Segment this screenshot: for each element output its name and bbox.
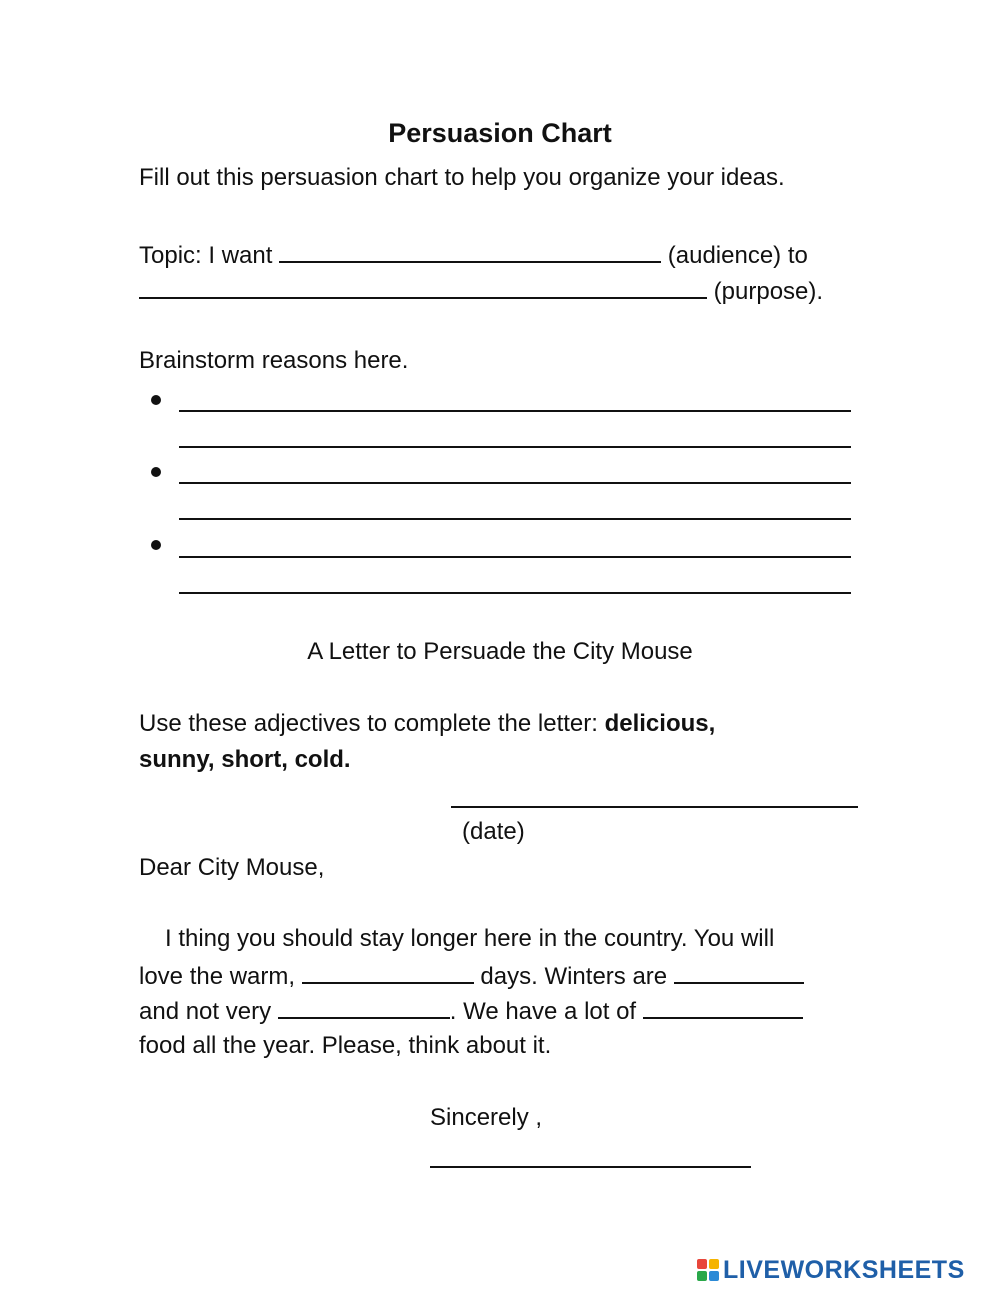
adjectives-bold-2: sunny, short, cold. [139, 746, 351, 773]
letter-heading: A Letter to Persuade the City Mouse [307, 638, 693, 665]
body-line-3-b: . We have a lot of [449, 998, 637, 1025]
date-label: (date) [462, 818, 525, 845]
logo-block-yellow [709, 1259, 719, 1269]
logo-block-blue [709, 1271, 719, 1281]
liveworksheets-logo [697, 1255, 965, 1285]
logo-block-red [697, 1259, 707, 1269]
reason-3-line-2[interactable] [179, 592, 851, 594]
salutation: Dear City Mouse, [139, 854, 325, 881]
bullet-dot [151, 540, 161, 550]
body-line-4: food all the year. Please, think about it. [139, 1032, 552, 1059]
body-line-3 [139, 995, 803, 1027]
reason-3-line-1[interactable] [179, 556, 851, 558]
body-line-2-a: love the warm, [139, 963, 296, 990]
brainstorm-label: Brainstorm reasons here. [139, 347, 409, 374]
purpose-blank[interactable] [139, 275, 707, 299]
body-line-2 [139, 960, 804, 992]
page-title: Persuasion Chart [388, 118, 612, 148]
reason-2-line-1[interactable] [179, 482, 851, 484]
adjectives-line-1 [139, 709, 715, 739]
topic-line-1 [139, 239, 808, 271]
adjective-blank-1[interactable] [302, 960, 474, 984]
logo-blocks-icon [697, 1259, 719, 1281]
bullet-dot [151, 467, 161, 477]
logo-text: LIVEWORKSHEETS [723, 1255, 965, 1284]
body-line-1: I thing you should stay longer here in the country. You will [165, 925, 775, 952]
signature-blank[interactable] [430, 1166, 751, 1168]
reason-1-line-2[interactable] [179, 446, 851, 448]
topic-prefix: Topic: I want [139, 242, 273, 269]
audience-label: (audience) to [667, 242, 808, 269]
reason-1-line-1[interactable] [179, 410, 851, 412]
instruction-text: Fill out this persuasion chart to help you organize your ideas. [139, 164, 785, 191]
bullet-dot [151, 395, 161, 405]
logo-block-green [697, 1271, 707, 1281]
audience-blank[interactable] [279, 239, 661, 263]
closing: Sincerely , [430, 1104, 543, 1131]
adjectives-line-2 [139, 745, 351, 775]
date-blank[interactable] [451, 806, 858, 808]
body-line-3-a: and not very [139, 998, 272, 1025]
reason-2-line-2[interactable] [179, 518, 851, 520]
body-line-2-b: days. Winters are [480, 963, 668, 990]
adjectives-intro: Use these adjectives to complete the letter: [139, 710, 598, 737]
topic-line-2 [139, 275, 823, 307]
adjective-blank-2[interactable] [674, 960, 804, 984]
adjectives-bold-1: delicious, [604, 710, 716, 737]
adjective-blank-3[interactable] [278, 995, 450, 1019]
adjective-blank-4[interactable] [643, 995, 803, 1019]
purpose-label: (purpose). [713, 278, 824, 305]
